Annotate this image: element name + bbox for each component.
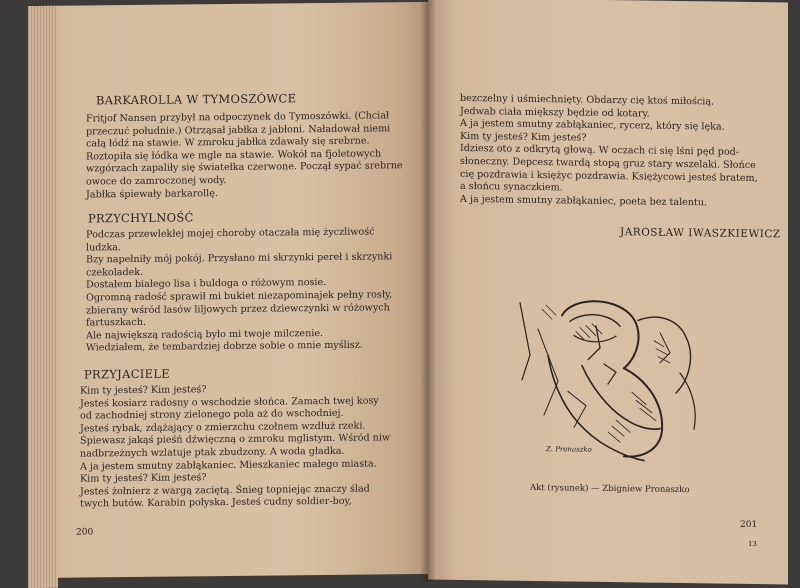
poem-continuation — [460, 93, 758, 211]
section-heading-barkarolla: BARKAROLLA W TYMOSZÓWCE — [96, 91, 297, 108]
illustration-caption: Akt (rysunek) — Zbigniew Pronaszko — [530, 482, 690, 496]
text-line: Kim ty jesteś? Kim jesteś? — [460, 130, 587, 144]
text-line: Jesteś żołnierz z wargą zaciętą. Śnieg topniejąc znaczy ślad — [80, 483, 370, 498]
text-line: słoneczny. Depcesz twardą stopą gruz stary wszelaki. Słońce — [460, 155, 756, 172]
section-heading-przyjaciele: PRZYJACIELE — [84, 366, 170, 382]
sketch-illustration — [512, 295, 712, 470]
author-name: JAROSŁAW IWASZKIEWICZ — [620, 226, 781, 241]
text-line: Ale największą radością było mi twoje milczenie. — [86, 327, 324, 342]
text-line: Dostałem białego lisa i buldoga o różowym nosie. — [86, 277, 327, 291]
text-line: Kim ty jesteś? Kim jesteś? — [80, 472, 207, 485]
text-line: bezczelny i uśmiechnięty. Obdarzy cię ktoś miłością. — [460, 92, 715, 108]
text-line: Ogromną radość sprawił mi bukiet niezapominajek pełny rosły, — [86, 289, 393, 304]
text-line: czekoladek. — [86, 266, 144, 279]
section-text-przychylnosc — [86, 226, 392, 355]
text-line: A ja jestem smutny zabłąkaniec. Mieszkaniec małego miasta. — [80, 458, 377, 473]
text-line: całą łódź na stawie. W zmroku jabłka zdawały się srebrne. — [86, 135, 370, 150]
text-line: przeczuć południe.) Otrząsał jabłka z jabłoni. Naładował niemi — [86, 122, 391, 138]
section-text-przyjaciele — [80, 382, 390, 511]
artist-signature: Z. Pronaszko — [546, 445, 592, 454]
text-line: Jesteś kosiarz radosny o wschodzie słońca. Zamach twej kosy — [80, 395, 379, 410]
right-page — [428, 0, 788, 585]
section-heading-przychylnosc: PRZYCHYLNOŚĆ — [88, 210, 194, 226]
text-line: Fritjof Nansen przybył na odpoczynek do Tymoszówki. (Chciał — [86, 110, 390, 125]
left-page — [28, 2, 428, 578]
page-number-right: 201 — [740, 519, 758, 531]
text-line: Kim ty jesteś? Kim jesteś? — [80, 384, 207, 397]
text-line: zbierany wśród lasów liljowych przez dziewczynki w różowych — [86, 301, 390, 317]
printer-signature-mark: 13 — [748, 539, 757, 549]
section-text-barkarolla — [86, 110, 403, 201]
text-line: owoce do zamroczonej wody. — [86, 174, 227, 188]
text-line: cię pozdrawia i księżyc pozdrawia. Księżycowi jesteś bratem, — [460, 168, 758, 184]
text-line: a słońcu synaczkiem. — [460, 181, 563, 194]
text-line: A ja jestem smutny zabłąkaniec, poeta bez talentu. — [460, 193, 708, 209]
text-line: Jedwab ciała miększy będzie od kotary. — [460, 105, 650, 120]
text-line: Idziesz oto z odkrytą głową. W oczach ci się lśni pęd pod- — [460, 143, 739, 159]
text-line: A ja jestem smutny zabłąkaniec, rycerz, który się lęka. — [460, 118, 725, 133]
page-number-left: 200 — [76, 527, 94, 538]
page-edges — [28, 6, 58, 588]
text-line: Roztopiła się łódka we mgle na stawie. Wokół na fjoletowych — [86, 148, 382, 163]
book-gutter — [420, 0, 436, 582]
text-line: wzgórzach zapaliły się światełka czerwone. Począł sypać srebrne — [86, 160, 403, 175]
text-line: Bzy napełniły mój pokój. Przysłano mi skrzynki pereł i skrzynki — [86, 251, 393, 266]
text-line: ludzka. — [86, 241, 122, 254]
text-line: twych butów. Karabin połyska. Jesteś cudny soldier-boy, — [80, 496, 352, 510]
text-line: Jesteś rybak, zdążający o zmierzchu czołnem wzdłuż rzeki. — [80, 420, 366, 435]
text-line: fartuszkach. — [86, 317, 147, 329]
text-line: Śpiewasz jakąś pieśń dźwięczną o zmroku mglistym. Wśród niw — [80, 432, 391, 447]
text-line: Jabłka śpiewały barkarollę. — [86, 187, 218, 201]
text-line: nadbrzeżnych wzlatuje ptak zbudzony. A woda gładka. — [80, 445, 345, 460]
text-line: Podczas przewlekłej mojej choroby otaczała mię życzliwość — [86, 226, 375, 241]
text-line: Wiedziałem, że tembardziej dobrze sobie o mnie myślisz. — [86, 339, 363, 354]
text-line: od zachodniej strony zielonego pola aż do wschodniej. — [80, 407, 344, 422]
